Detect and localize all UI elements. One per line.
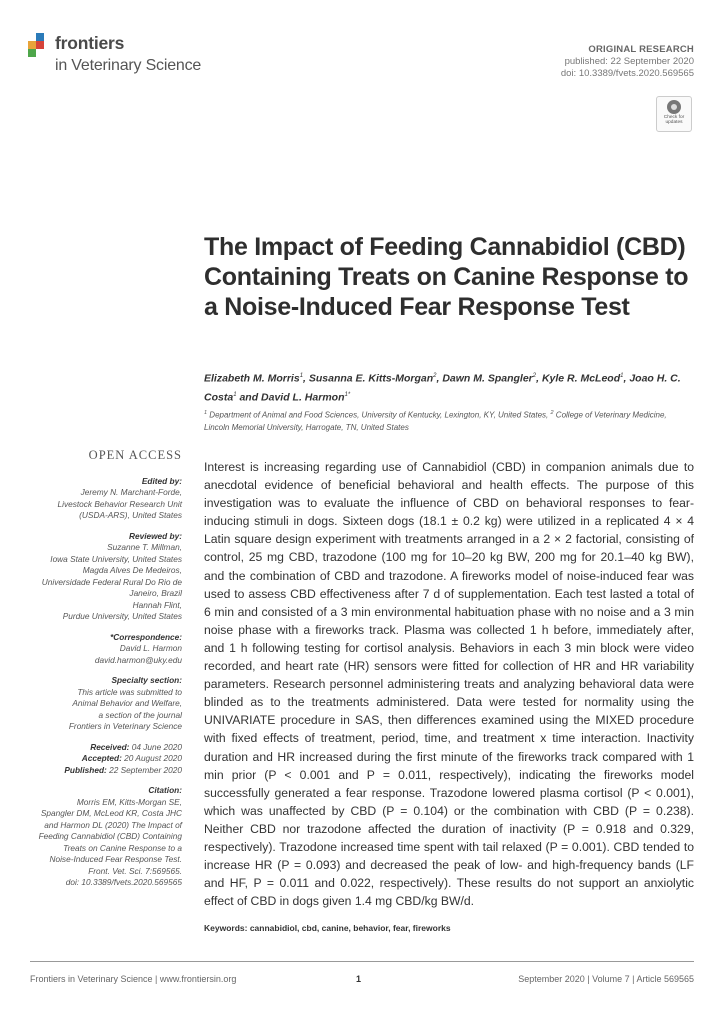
keywords-list: cannabidiol, cbd, canine, behavior, fear, fireworks bbox=[247, 923, 451, 933]
author-separator: , bbox=[436, 372, 443, 385]
affiliations bbox=[204, 407, 694, 435]
edited-by-list bbox=[30, 487, 182, 522]
affiliation-text: Department of Animal and Food Sciences, University of Kentucky, Lexington, KY, United States, bbox=[207, 410, 551, 420]
keywords bbox=[204, 923, 694, 933]
sidebar-line: Jeremy N. Marchant-Forde, bbox=[80, 487, 182, 497]
sidebar-line: Suzanne T. Millman, bbox=[107, 542, 182, 552]
sidebar-line: Purdue University, United States bbox=[62, 611, 182, 621]
author-affiliation-marker: 1 bbox=[299, 373, 304, 379]
sidebar-line: Frontiers in Veterinary Science bbox=[68, 721, 182, 731]
correspondence-list[interactable] bbox=[30, 643, 182, 666]
affiliation-text: College of Veterinary Medicine, Lincoln Memorial University, Harrogate, TN, United States bbox=[204, 410, 667, 433]
author-affiliation-marker: 1* bbox=[344, 391, 351, 398]
article-dates bbox=[30, 742, 182, 777]
edited-by-heading: Edited by: bbox=[141, 475, 182, 486]
author-affiliation-marker: 1 bbox=[233, 391, 237, 398]
citation-list bbox=[30, 797, 182, 889]
sidebar-line: Magda Alves De Medeiros, bbox=[82, 565, 182, 575]
journal-logo[interactable] bbox=[28, 33, 228, 81]
check-for-updates-button[interactable] bbox=[656, 96, 692, 132]
author-separator: and bbox=[236, 391, 262, 403]
citation-heading: Citation: bbox=[148, 785, 182, 795]
page-number: 1 bbox=[356, 974, 362, 984]
specialty-list bbox=[30, 687, 182, 733]
keywords-label: Keywords: bbox=[204, 923, 248, 933]
author-separator: , bbox=[303, 372, 309, 385]
author-name[interactable]: Susanna E. Kitts-Morgan bbox=[308, 372, 434, 385]
reviewed-by-heading: Reviewed by: bbox=[128, 530, 182, 541]
footer-divider bbox=[30, 961, 694, 962]
sidebar-line: and Harmon DL (2020) The Impact of bbox=[44, 819, 182, 830]
sidebar-line: doi: 10.3389/fvets.2020.569565 bbox=[65, 877, 182, 887]
sidebar-line: Animal Behavior and Welfare, bbox=[72, 698, 182, 708]
sidebar-line: david.harmon@uky.edu bbox=[94, 654, 182, 665]
frontiers-logo-icon bbox=[28, 33, 52, 57]
sidebar-line: Hannah Flint, bbox=[132, 599, 182, 610]
correspondence-heading: *Correspondence: bbox=[110, 631, 182, 642]
author-name[interactable]: Elizabeth M. Morris bbox=[204, 372, 300, 385]
article-sidebar bbox=[30, 450, 182, 889]
sidebar-line: This article was submitted to bbox=[77, 686, 182, 697]
abstract-text: Interest is increasing regarding use of Cannabidiol (CBD) in companion animals due to anecdotal evidence of beneficial behavioral and health effects. The purpose of this investigation was to evaluate the influence of CBD on behavioral responses to fear-inducing stimuli in dogs. Sixteen dogs (18.1 ± 0.2 kg) were utilized in a replicated 4 × 4 Latin square design experiment with treatments arranged in a 2 × 2 factorial, consisting of control, 25 mg CBD, trazodone (100 mg for 10–20 kg BW, 200 mg for 20.1–40 kg BW), and the combination of CBD and trazodone. A fireworks model of noise-induced fear was used to assess CBD effectiveness after 7 d of supplementation. Each test lasted a total of 6 min and consisted of a 3 min environmental habituation phase with no noise and a 3 min noise phase with a fireworks track. Plasma was collected 1 h before, immediately after, and 1 h following testing for cortisol analysis. Behaviors in each 3 min block were video recorded, and heart rate (HR) sensors were fitted for collection of HR and HR variability parameters. Research personnel administering treats and analyzing behavioral data were blinded as to the treatments administered. Data were tested for normality using the UNIVARIATE procedure in SAS, then differences examined using the MIXED procedure with fixed effects of treatment, period, time, and treatment x time interaction. Inactivity duration and HR increased during the first minute of the fireworks track compared with 1 min prior (P < 0.001 and P = 0.011, respectively), indicating the fireworks model successfully generated a fear response. Trazodone lowered plasma cortisol (P < 0.001), which was unaffected by CBD (P = 0.104) or the combination with CBD (P = 0.238). Neither CBD nor trazodone affected the duration of inactivity (P = 0.918 and 0.329, respectively). Trazodone increased time spent with tail relaxed (P = 0.001). CBD tended to increase HR (P = 0.093) and decreased the peak of low- and high-frequency bands (LF and HF, P = 0.011 and 0.022, respectively). These results do not support an anxiolytic effect of CBD in dogs given 1.4 mg CBD/kg BW/d. bbox=[204, 460, 694, 909]
author-affiliation-marker: 2 bbox=[532, 373, 537, 379]
affiliation-marker: 2 bbox=[550, 410, 554, 416]
author-separator: , bbox=[623, 372, 630, 385]
accepted-date: Accepted: 20 August 2020 bbox=[81, 753, 182, 763]
author-separator: , bbox=[536, 372, 542, 385]
sidebar-line: David L. Harmon bbox=[119, 643, 182, 653]
sidebar-line: Front. Vet. Sci. 7:569565. bbox=[88, 865, 182, 876]
sidebar-line: Noise-Induced Fear Response Test. bbox=[49, 854, 182, 864]
affiliation-marker: 1 bbox=[204, 410, 208, 416]
footer-issue-info: September 2020 | Volume 7 | Article 569565 bbox=[518, 974, 694, 984]
sidebar-line: Spangler DM, McLeod KR, Costa JHC bbox=[40, 808, 182, 818]
sidebar-line: Treats on Canine Response to a bbox=[63, 842, 182, 853]
sidebar-line: Morris EM, Kitts-Morgan SE, bbox=[76, 796, 182, 807]
reviewed-by-list bbox=[30, 542, 182, 623]
check-updates-label: Check for updates bbox=[663, 115, 685, 126]
sidebar-line: (USDA-ARS), United States bbox=[79, 510, 182, 520]
sidebar-line: Iowa State University, United States bbox=[50, 553, 182, 564]
author-name[interactable]: Kyle R. McLeod bbox=[541, 372, 621, 385]
specialty-heading: Specialty section: bbox=[111, 675, 182, 685]
author-name[interactable]: David L. Harmon bbox=[261, 391, 345, 403]
check-updates-icon bbox=[667, 100, 681, 114]
author-name[interactable]: Joao H. C. Costa bbox=[204, 372, 681, 403]
author-list bbox=[204, 368, 694, 405]
sidebar-line: a section of the journal bbox=[98, 709, 182, 720]
author-name[interactable]: Dawn M. Spangler bbox=[442, 372, 533, 385]
published-date-sidebar: Published: 22 September 2020 bbox=[64, 764, 182, 775]
article-title: The Impact of Feeding Cannabidiol (CBD) Containing Treats on Canine Response to a Noise-Induced Fear Response Test bbox=[204, 233, 689, 321]
received-date: Received: 04 June 2020 bbox=[90, 741, 182, 752]
author-affiliation-marker: 2 bbox=[433, 373, 437, 379]
journal-name: in Veterinary Science bbox=[55, 57, 202, 74]
open-access-label: OPEN ACCESS bbox=[88, 448, 182, 462]
footer-journal-link[interactable]: Frontiers in Veterinary Science | www.frontiersin.org bbox=[30, 974, 237, 984]
author-affiliation-marker: 1 bbox=[620, 373, 624, 379]
sidebar-line: Janeiro, Brazil bbox=[129, 588, 182, 598]
sidebar-line: Feeding Cannabidiol (CBD) Containing bbox=[38, 831, 182, 841]
sidebar-line: Universidade Federal Rural Do Rio de bbox=[41, 576, 182, 587]
doi-link[interactable]: doi: 10.3389/fvets.2020.569565 bbox=[560, 68, 694, 79]
article-type: ORIGINAL RESEARCH bbox=[588, 44, 694, 55]
published-date: published: 22 September 2020 bbox=[564, 56, 694, 67]
brand-name: frontiers bbox=[55, 33, 125, 53]
sidebar-line: Livestock Behavior Research Unit bbox=[57, 498, 182, 509]
